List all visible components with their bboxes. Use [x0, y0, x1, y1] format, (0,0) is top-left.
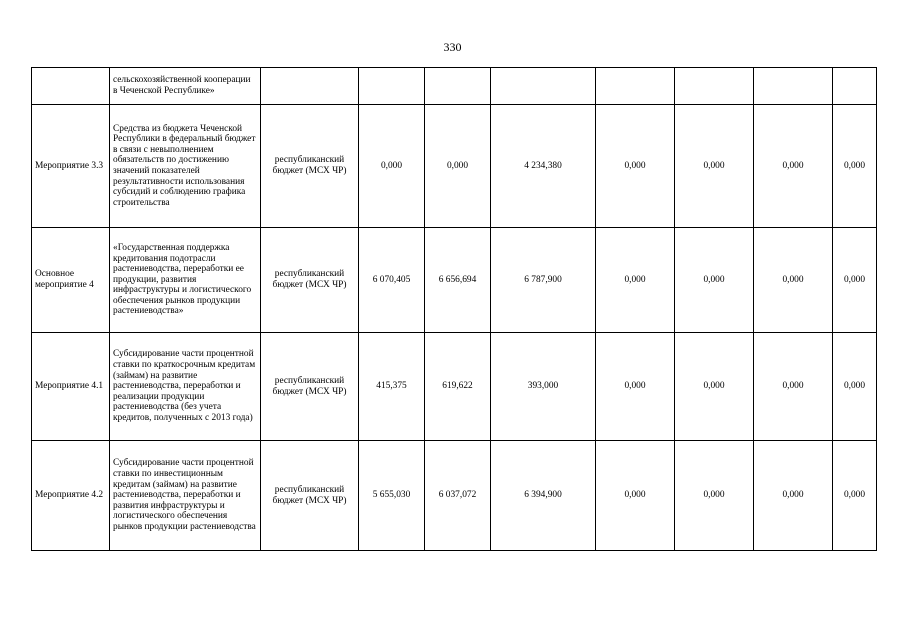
- amount-cell: 4 234,380: [491, 105, 596, 228]
- activity-description-cell: Субсидирование части процентной ставки по инвестиционным кредитам (займам) на развитие растениеводства, переработки и развития инфраструктуры и логистического обеспечения рынков продукции растениеводства: [110, 441, 261, 551]
- amount-cell: 0,000: [596, 441, 675, 551]
- amount-cell: 6 656,694: [425, 228, 491, 333]
- amount-cell: 0,000: [675, 441, 754, 551]
- funding-source-cell: [261, 68, 359, 105]
- activity-description-cell: Субсидирование части процентной ставки по краткосрочным кредитам (займам) на развитие растениеводства, переработки и реализации продукции растениеводства (без учета кредитов, полученных с 2013 года): [110, 333, 261, 441]
- amount-cell: 6 394,900: [491, 441, 596, 551]
- activity-description-cell: сельскохозяйственной кооперации в Чеченской Республике»: [110, 68, 261, 105]
- activity-code-cell: Мероприятие 3.3: [32, 105, 110, 228]
- budget-table: [31, 67, 877, 551]
- amount-cell: 619,622: [425, 333, 491, 441]
- amount-cell: 0,000: [754, 105, 833, 228]
- table-row: [32, 68, 877, 105]
- table-row: [32, 105, 877, 228]
- amount-cell: 5 655,030: [359, 441, 425, 551]
- amount-cell: 0,000: [754, 333, 833, 441]
- amount-cell: 0,000: [833, 441, 877, 551]
- funding-source-cell: республиканский бюджет (МСХ ЧР): [261, 105, 359, 228]
- page-number: 330: [443, 40, 462, 54]
- activity-code-cell: [32, 68, 110, 105]
- amount-cell: 6 070,405: [359, 228, 425, 333]
- amount-cell: 0,000: [833, 228, 877, 333]
- amount-cell: 0,000: [833, 333, 877, 441]
- amount-cell: 415,375: [359, 333, 425, 441]
- amount-cell: 0,000: [596, 228, 675, 333]
- amount-cell: 0,000: [596, 105, 675, 228]
- amount-cell: 0,000: [675, 105, 754, 228]
- amount-cell: [359, 68, 425, 105]
- amount-cell: [491, 68, 596, 105]
- amount-cell: [425, 68, 491, 105]
- amount-cell: [833, 68, 877, 105]
- amount-cell: 0,000: [596, 333, 675, 441]
- amount-cell: [754, 68, 833, 105]
- amount-cell: 393,000: [491, 333, 596, 441]
- funding-source-cell: республиканский бюджет (МСХ ЧР): [261, 228, 359, 333]
- activity-code-cell: Мероприятие 4.1: [32, 333, 110, 441]
- funding-source-cell: республиканский бюджет (МСХ ЧР): [261, 333, 359, 441]
- table-row: [32, 333, 877, 441]
- amount-cell: [675, 68, 754, 105]
- amount-cell: 0,000: [675, 228, 754, 333]
- funding-source-cell: республиканский бюджет (МСХ ЧР): [261, 441, 359, 551]
- amount-cell: 0,000: [675, 333, 754, 441]
- amount-cell: 0,000: [754, 441, 833, 551]
- activity-code-cell: Основное мероприятие 4: [32, 228, 110, 333]
- activity-description-cell: «Государственная поддержка кредитования подотрасли растениеводства, переработки ее продукции, развития инфраструктуры и логистического обеспечения рынков продукции растениеводства»: [110, 228, 261, 333]
- amount-cell: 6 787,900: [491, 228, 596, 333]
- activity-code-cell: Мероприятие 4.2: [32, 441, 110, 551]
- amount-cell: 0,000: [754, 228, 833, 333]
- table-row: [32, 228, 877, 333]
- amount-cell: 0,000: [833, 105, 877, 228]
- amount-cell: 6 037,072: [425, 441, 491, 551]
- amount-cell: 0,000: [425, 105, 491, 228]
- amount-cell: [596, 68, 675, 105]
- amount-cell: 0,000: [359, 105, 425, 228]
- table-row: [32, 441, 877, 551]
- activity-description-cell: Средства из бюджета Чеченской Республики в федеральный бюджет в связи с невыполнением обязательств по достижению значений показателей результативности использования субсидий и соблюдению графика строительства: [110, 105, 261, 228]
